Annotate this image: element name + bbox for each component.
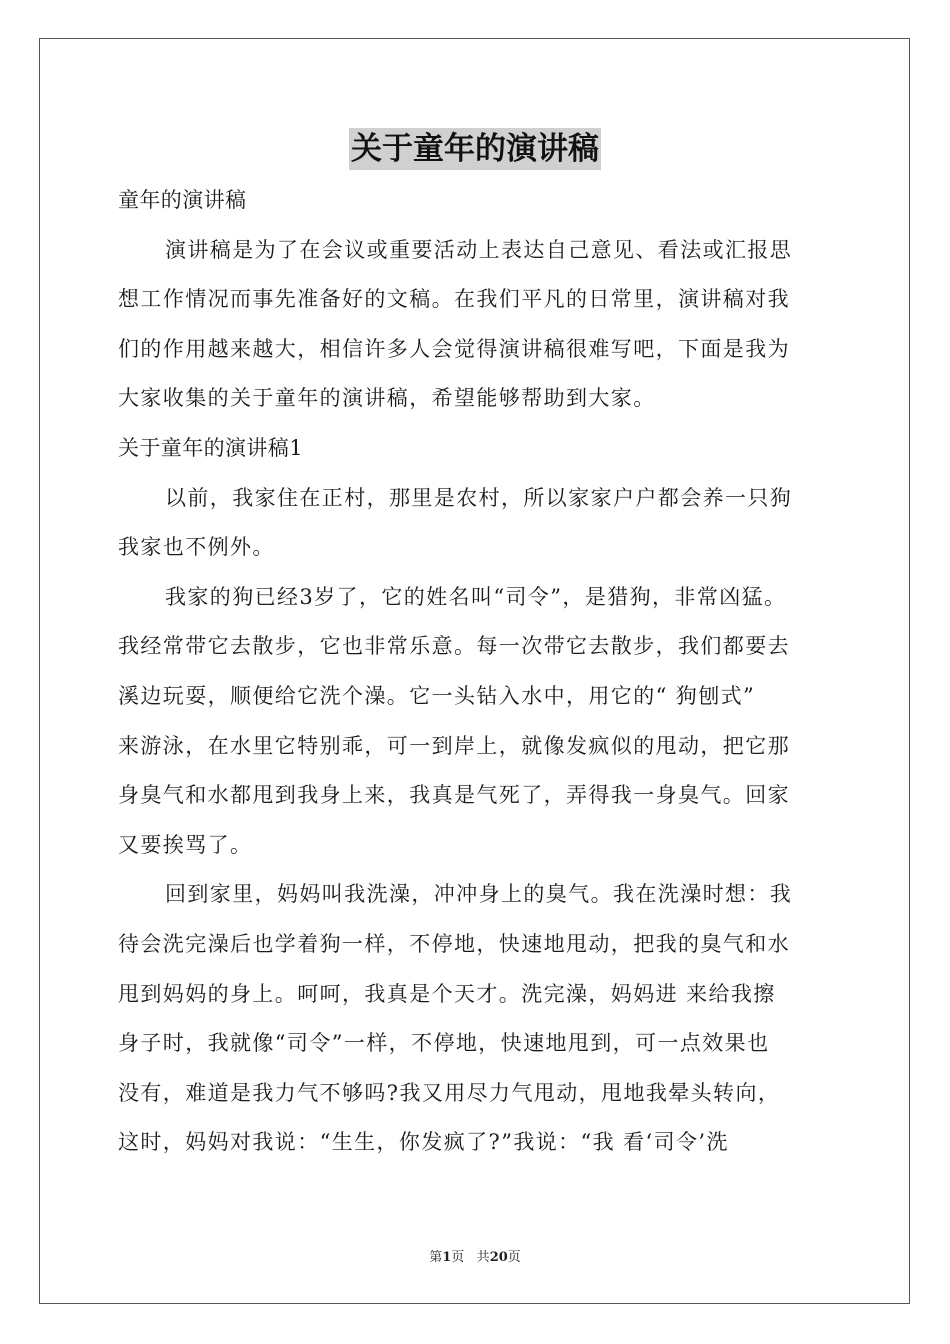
footer-total-suffix: 页: [507, 1250, 521, 1265]
text-line: 我家的狗已经3岁了，它的姓名叫“司令”，是猎狗，非常凶猛。: [165, 584, 787, 609]
text-line: 大家收集的关于童年的演讲稿，希望能够帮助到大家。: [118, 386, 656, 411]
text-line: 这时，妈妈对我说：“生生，你发疯了?”我说：“我 看‘司令’洗: [118, 1130, 729, 1155]
text-line: 们的作用越来越大，相信许多人会觉得演讲稿很难写吧，下面是我为: [118, 336, 790, 361]
text-line: 又要挨骂了。: [118, 832, 253, 857]
text-line: 演讲稿是为了在会议或重要活动上表达自己意见、看法或汇报思: [165, 237, 793, 262]
footer-total-pages: 20: [489, 1250, 508, 1265]
text-line: 我家也不例外。: [118, 535, 275, 560]
text-line: 回到家里，妈妈叫我洗澡，冲冲身上的臭气。我在洗澡时想：我: [165, 882, 793, 907]
text-line: 待会洗完澡后也学着狗一样，不停地，快速地甩动，把我的臭气和水: [118, 931, 790, 956]
footer-page-suffix: 页: [451, 1250, 465, 1265]
section-heading: 关于童年的演讲稿1: [118, 435, 303, 460]
footer-page-prefix: 第: [429, 1250, 443, 1265]
text-line: 溪边玩耍，顺便给它洗个澡。它一头钻入水中，用它的“ 狗刨式”: [118, 683, 756, 708]
text-line: 来游泳，在水里它特别乖，可一到岸上，就像发疯似的甩动，把它那: [118, 733, 790, 758]
text-line: 没有，难道是我力气不够吗?我又用尽力气甩动，甩地我晕头转向，: [118, 1080, 781, 1105]
page-footer: [0, 1246, 950, 1265]
text-line: 我经常带它去散步，它也非常乐意。每一次带它去散步，我们都要去: [118, 634, 790, 659]
text-line: 想工作情况而事先准备好的文稿。在我们平凡的日常里，演讲稿对我: [118, 287, 790, 312]
footer-total-prefix: 共: [476, 1250, 490, 1265]
text-line: 身子时，我就像“司令”一样，不停地，快速地甩到，可一点效果也: [118, 1031, 770, 1056]
section-heading: 童年的演讲稿: [118, 188, 247, 212]
title-wrap: [0, 128, 950, 170]
text-line: 身臭气和水都甩到我身上来，我真是气死了，弄得我一身臭气。回家: [118, 783, 790, 808]
document-body: [118, 176, 838, 1168]
footer-page-number: 1: [442, 1250, 452, 1265]
text-line: 甩到妈妈的身上。呵呵，我真是个天才。洗完澡，妈妈进 来给我擦: [118, 981, 776, 1006]
text-line: 以前，我家住在正村，那里是农村，所以家家户户都会养一只狗: [165, 485, 793, 510]
document-title: 关于童年的演讲稿: [349, 128, 601, 170]
